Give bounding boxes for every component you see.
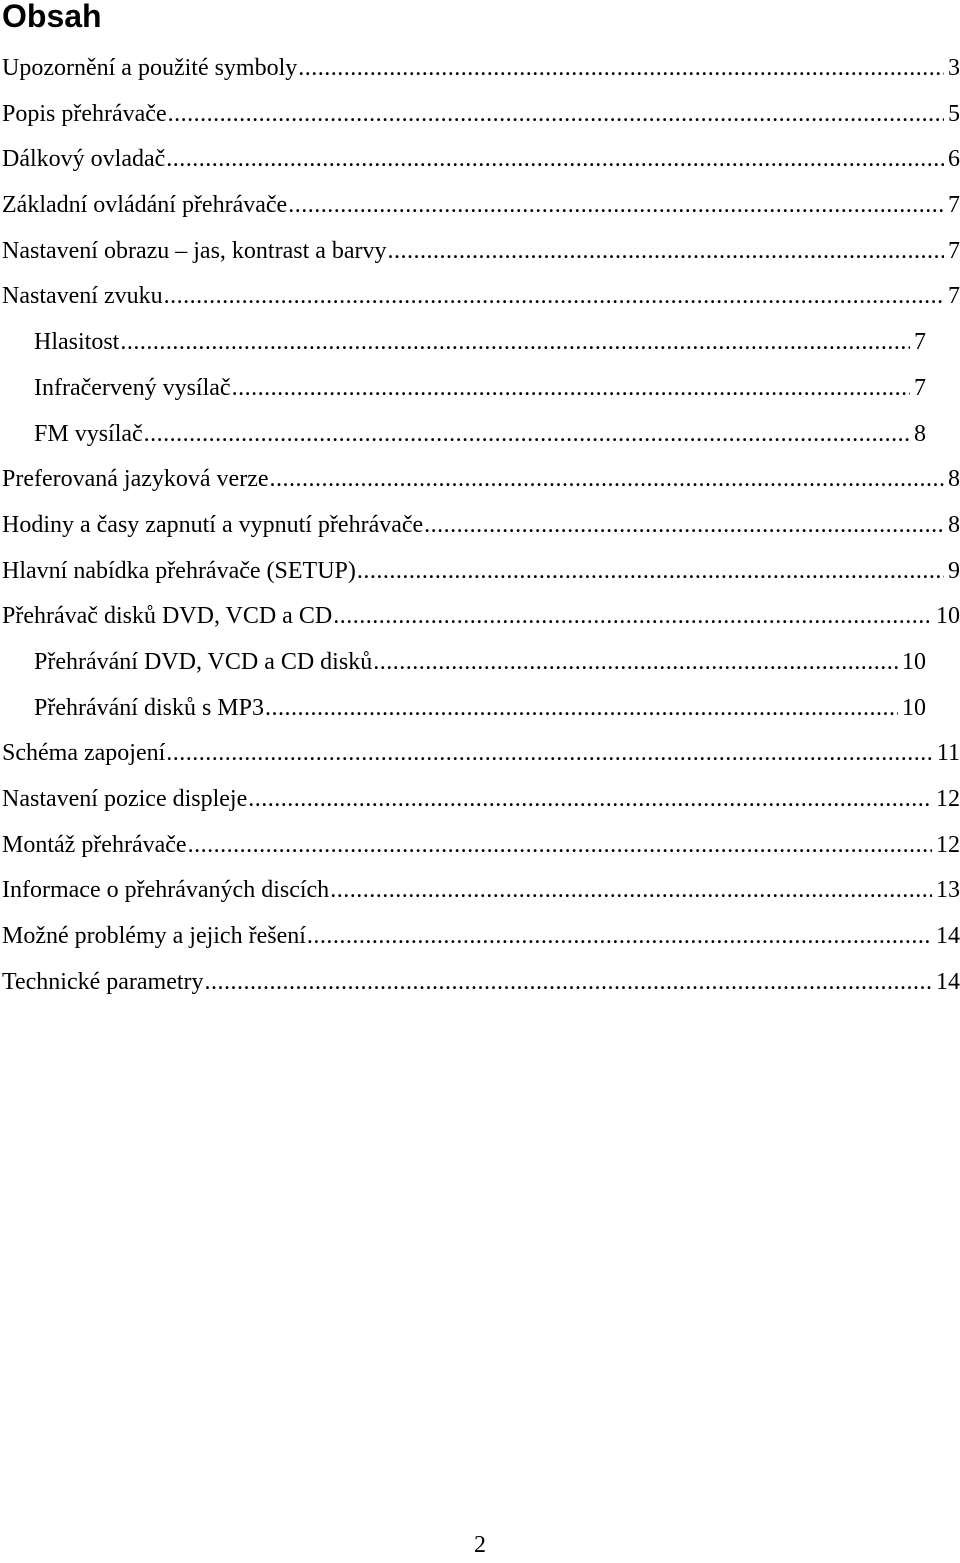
toc-dot-leader [232,366,910,412]
toc-entry-page: 5 [948,100,960,127]
toc-dot-leader [164,274,944,320]
toc-entry-label: Základní ovládání přehrávače [2,192,288,219]
toc-entry-label: Hlavní nabídka přehrávače (SETUP) [2,557,356,584]
toc-dot-leader [330,868,932,914]
page-title: Obsah [2,0,102,34]
toc-entry-page: 9 [948,557,960,584]
toc-entry[interactable] [0,92,960,138]
toc-entry-label: Montáž přehrávače [2,831,187,858]
toc-entry-label: Hodiny a časy zapnutí a vypnutí přehrávače [2,511,424,538]
toc-entry-page: 8 [948,466,960,493]
toc-entry-page: 12 [936,786,960,812]
toc-entry-page: 10 [936,603,960,630]
toc-entry-label: Upozornění a použité symboly [2,55,298,81]
toc-entry-label: FM vysílač [34,420,143,447]
toc-entry-page: 12 [936,831,960,858]
toc-entry[interactable] [0,823,960,869]
toc-subentry[interactable] [0,686,926,732]
toc-entry-label: Preferovaná jazyková verze [2,466,269,493]
toc-entry-label: Nastavení obrazu – jas, kontrast a barvy [2,237,387,264]
toc-entry-page: 3 [948,55,960,81]
toc-entry-page: 14 [936,923,960,950]
toc-dot-leader [288,183,944,229]
toc-entry-label: Informace o přehrávaných discích [2,877,330,904]
toc-dot-leader [166,137,944,183]
toc-dot-leader [373,640,898,686]
toc-subentry[interactable] [0,640,926,686]
toc-entry-page: 10 [902,694,926,721]
toc-dot-leader [333,594,932,640]
toc-dot-leader [357,549,944,595]
toc-entry[interactable] [0,274,960,320]
toc-dot-leader [298,46,944,92]
toc-dot-leader [248,777,932,823]
toc-entry[interactable] [0,960,960,1006]
toc-dot-leader [270,457,944,503]
toc-entry-label: Přehrávání disků s MP3 [34,694,264,721]
toc-entry-page: 14 [936,968,960,995]
toc-entry[interactable] [0,183,960,229]
toc-entry-page: 7 [948,192,960,219]
toc-entry-page: 11 [936,740,960,767]
footer-page-number: 2 [474,1532,486,1558]
toc-dot-leader [188,823,932,869]
toc-entry-page: 7 [948,237,960,264]
toc-entry[interactable] [0,731,960,777]
table-of-contents [0,46,960,1005]
toc-subentry[interactable] [0,412,926,458]
toc-entry-label: Nastavení pozice displeje [2,786,248,812]
toc-entry[interactable] [0,594,960,640]
toc-entry-page: 10 [902,648,926,675]
toc-entry-label: Přehrávání DVD, VCD a CD disků [34,648,373,675]
toc-dot-leader [388,229,944,275]
toc-entry[interactable] [0,137,960,183]
toc-entry[interactable] [0,777,960,823]
toc-entry[interactable] [0,503,960,549]
toc-entry[interactable] [0,549,960,595]
toc-entry-label: Možné problémy a jejich řešení [2,923,306,950]
toc-entry[interactable] [0,46,960,92]
toc-entry[interactable] [0,868,960,914]
toc-entry-label: Popis přehrávače [2,100,167,127]
toc-subentry[interactable] [0,320,926,366]
toc-entry-label: Schéma zapojení [2,740,166,767]
toc-entry-label: Nastavení zvuku [2,283,163,310]
toc-dot-leader [144,412,910,458]
toc-dot-leader [307,914,932,960]
toc-entry-label: Hlasitost [34,329,120,356]
toc-entry-label: Přehrávač disků DVD, VCD a CD [2,603,333,630]
toc-entry-page: 8 [914,420,926,447]
toc-subentry[interactable] [0,366,926,412]
toc-entry-label: Technické parametry [2,968,204,995]
toc-entry-page: 7 [948,283,960,310]
toc-dot-leader [205,960,932,1006]
toc-entry[interactable] [0,914,960,960]
toc-entry-page: 6 [948,146,960,173]
toc-dot-leader [424,503,944,549]
toc-dot-leader [168,92,944,138]
toc-entry-page: 8 [948,511,960,538]
toc-dot-leader [120,320,910,366]
toc-entry[interactable] [0,229,960,275]
toc-dot-leader [166,731,933,777]
toc-entry-page: 7 [914,374,926,401]
toc-entry-page: 13 [936,877,960,904]
toc-entry-label: Infračervený vysílač [34,374,231,401]
toc-entry-page: 7 [914,329,926,356]
toc-entry-label: Dálkový ovladač [2,146,166,173]
toc-entry[interactable] [0,457,960,503]
toc-dot-leader [265,686,898,732]
